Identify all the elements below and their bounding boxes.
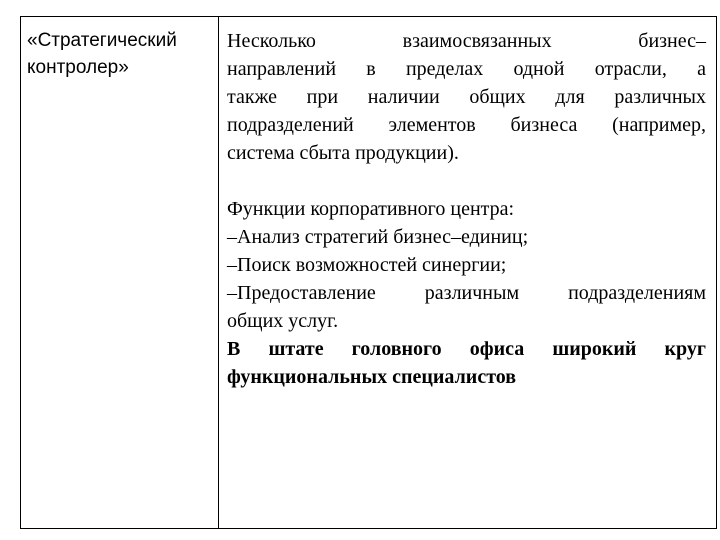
table-cell-left xyxy=(21,17,219,528)
functions-heading: Функции корпоративного центра: xyxy=(227,198,515,220)
description-line: также при наличии общих для различных xyxy=(227,86,706,108)
function-item: –Поиск возможностей синергии; xyxy=(227,254,507,276)
strategy-type-line2: контролер» xyxy=(27,57,129,78)
staff-note-line1: В штате головного офиса широкий круг xyxy=(227,338,706,360)
function-item-continuation: общих услуг. xyxy=(227,310,339,332)
paragraph-spacer xyxy=(227,167,706,195)
description-line: система сбыта продукции). xyxy=(227,142,459,164)
function-item: –Предоставление различным подразделениям xyxy=(227,282,706,304)
strategy-type-line1: «Стратегический xyxy=(27,30,177,51)
description-line: подразделений элементов бизнеса (например, xyxy=(227,114,706,136)
table-cell-right xyxy=(219,17,716,528)
description-line: направлений в пределах одной отрасли, а xyxy=(227,58,706,80)
staff-note-line2: функциональных специалистов xyxy=(227,366,517,388)
document-table xyxy=(20,16,717,529)
description-paragraph xyxy=(227,27,706,167)
staff-note xyxy=(227,335,706,391)
function-item: –Анализ стратегий бизнес–единиц; xyxy=(227,226,529,248)
description-line: Несколько взаимосвязанных бизнес– xyxy=(227,30,706,52)
functions-block xyxy=(227,195,706,335)
